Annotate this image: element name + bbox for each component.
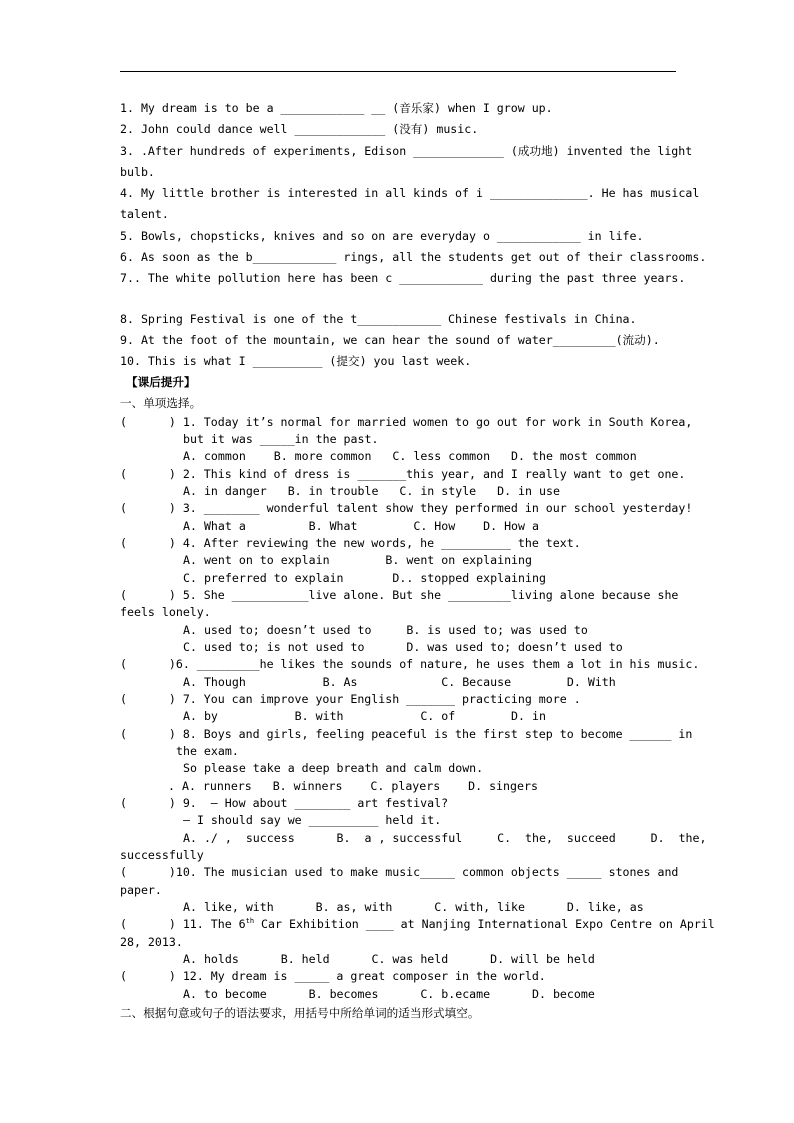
- question-2: ( ) 2. This kind of dress is _______this year, and I really want to get one.: [120, 467, 686, 481]
- question-1-options: A. common B. more common C. less common D. the most common: [183, 449, 637, 463]
- question-4: ( ) 4. After reviewing the new words, he __________ the text.: [120, 536, 581, 550]
- part1-item-4-cont: talent.: [120, 207, 169, 221]
- question-8-options: . A. runners B. winners C. players D. singers: [168, 779, 538, 793]
- question-9-cont: – I should say we __________ held it.: [183, 813, 442, 827]
- question-1-cont: but it was _____in the past.: [183, 432, 379, 446]
- question-1: ( ) 1. Today it’s normal for married women to go out for work in South Korea,: [120, 415, 693, 429]
- part1-item-7: 7.. The white pollution here has been c ____________ during the past three years.: [120, 271, 686, 285]
- part1-item-8: 8. Spring Festival is one of the t____________ Chinese festivals in China.: [120, 312, 637, 326]
- question-8: ( ) 8. Boys and girls, feeling peaceful is the first step to become ______ in: [120, 727, 693, 741]
- question-12-options: A. to become B. becomes C. b.ecame D. become: [183, 987, 595, 1001]
- question-2-options: A. in danger B. in trouble C. in style D. in use: [183, 484, 560, 498]
- part1-item-3-cont: bulb.: [120, 165, 155, 179]
- part-two-title: 二、根据句意或句子的语法要求，用括号中所给单词的适当形式填空。: [120, 1006, 480, 1020]
- question-11-cont: 28, 2013.: [120, 935, 183, 949]
- question-5: ( ) 5. She ___________live alone. But she _________living alone because she: [120, 588, 679, 602]
- question-7: ( ) 7. You can improve your English _______ practicing more .: [120, 692, 581, 706]
- question-10-cont: paper.: [120, 883, 162, 897]
- question-10: ( )10. The musician used to make music_____ common objects _____ stones and: [120, 865, 679, 879]
- question-11-text: Car Exhibition ____ at Nanjing International Expo Centre on April: [254, 917, 715, 931]
- question-4-options-2: C. preferred to explain D.. stopped explaining: [183, 571, 546, 585]
- question-6: ( )6. _________he likes the sounds of nature, he uses them a lot in his music.: [120, 657, 700, 671]
- question-4-options-1: A. went on to explain B. went on explaining: [183, 553, 533, 567]
- question-11-prefix: ( ) 11. The 6: [120, 917, 246, 931]
- part-one-title: 一、单项选择。: [120, 396, 202, 410]
- question-11: [120, 916, 715, 933]
- question-5-cont: feels lonely.: [120, 605, 211, 619]
- part1-item-3: 3. .After hundreds of experiments, Edison _____________ (成功地) invented the light: [120, 144, 693, 158]
- part1-item-4: 4. My little brother is interested in all kinds of i ______________. He has musical: [120, 186, 700, 200]
- part1-item-9: 9. At the foot of the mountain, we can hear the sound of water_________(流动).: [120, 333, 660, 347]
- question-5-options-1: A. used to; doesn’t used to B. is used to; was used to: [183, 623, 588, 637]
- question-3-options: A. What a B. What C. How D. How a: [183, 519, 539, 533]
- question-5-options-2: C. used to; is not used to D. was used to; doesn’t used to: [183, 640, 623, 654]
- part1-item-6: 6. As soon as the b____________ rings, all the students get out of their classrooms.: [120, 250, 707, 264]
- question-8-cont: the exam.: [176, 744, 239, 758]
- question-3: ( ) 3. ________ wonderful talent show they performed in our school yesterday!: [120, 501, 693, 515]
- question-10-options: A. like, with B. as, with C. with, like D. like, as: [183, 900, 644, 914]
- part1-item-10: 10. This is what I __________ (提交) you last week.: [120, 354, 472, 368]
- question-11-options: A. holds B. held C. was held D. will be held: [183, 952, 595, 966]
- part1-item-5: 5. Bowls, chopsticks, knives and so on are everyday o ____________ in life.: [120, 229, 644, 243]
- part1-item-2: 2. John could dance well _____________ (没有) music.: [120, 122, 479, 136]
- question-6-options: A. Though B. As C. Because D. With: [183, 675, 616, 689]
- question-11-ordinal: th: [245, 917, 255, 926]
- header-rule: [120, 71, 676, 72]
- question-8-cont-2: So please take a deep breath and calm down.: [183, 761, 484, 775]
- question-9: ( ) 9. – How about ________ art festival?: [120, 796, 449, 810]
- part1-item-1: 1. My dream is to be a ____________ __ (音乐家) when I grow up.: [120, 101, 553, 115]
- question-7-options: A. by B. with C. of D. in: [183, 709, 546, 723]
- question-9-options: A. ./ , success B. a , successful C. the, succeed D. the,: [183, 831, 707, 845]
- question-12: ( ) 12. My dream is _____ a great composer in the world.: [120, 969, 546, 983]
- question-9-options-cont: successfully: [120, 848, 204, 862]
- section-heading: 【课后提升】: [126, 375, 196, 389]
